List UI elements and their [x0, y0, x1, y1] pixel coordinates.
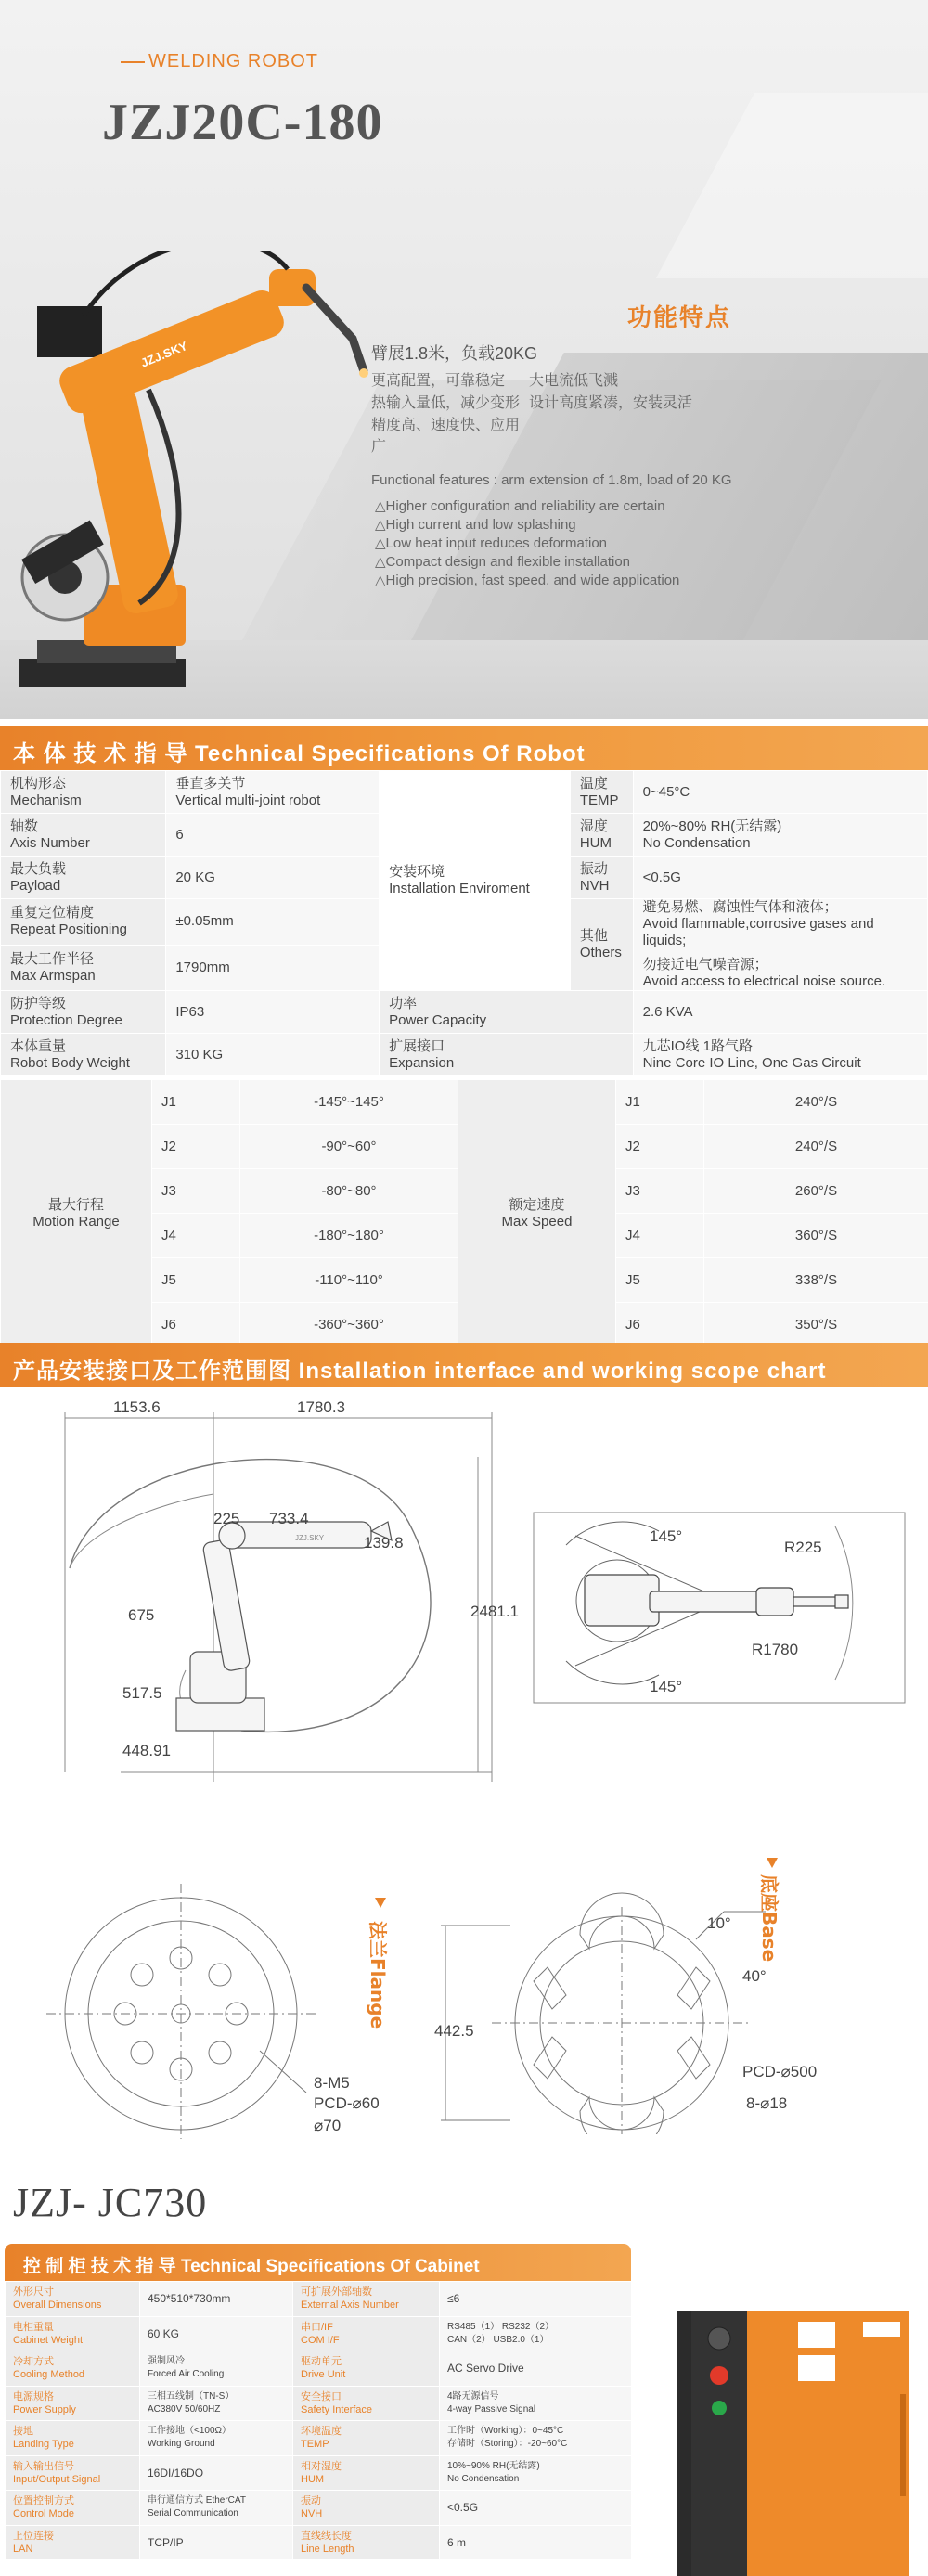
spec-value: 避免易燃、腐蚀性气体和液体； Avoid flammable,corrosive gases and liquids; 勿接近电气噪音源； Avoid access to electrical noise source.	[633, 899, 927, 991]
cabinet-warning-label	[798, 2322, 835, 2348]
base-note: 10°	[707, 1914, 731, 1932]
flange-note: ⌀70	[314, 2117, 342, 2134]
hero-bg-stripe	[656, 93, 928, 278]
cabinet-spec-label: 相对湿度 HUM	[293, 2455, 440, 2491]
spec-label: 扩展接口 Expansion	[380, 1034, 634, 1076]
cabinet-spec-row	[6, 2491, 632, 2526]
joint-speed: 240°/S	[704, 1125, 928, 1169]
features-cn-row	[371, 391, 692, 412]
cabinet-spec-label: 冷却方式 Cooling Method	[6, 2351, 140, 2387]
feature-cn-item: 设计高度紧凑，安装灵活	[529, 395, 693, 411]
spec-label: 机构形态 Mechanism	[1, 771, 166, 814]
cabinet-spec-label: 上位连接 LAN	[6, 2525, 140, 2560]
base-note: PCD-⌀500	[742, 2063, 818, 2080]
spec-row	[1, 991, 928, 1034]
joint-name: J3	[616, 1169, 704, 1214]
dimension-label: 139.8	[364, 1534, 404, 1552]
torch-tip	[359, 368, 368, 378]
cabinet-spec-value: 450*510*730mm	[140, 2282, 293, 2317]
cabinet-spec-label: 位置控制方式 Control Mode	[6, 2491, 140, 2526]
base-drawing	[427, 1856, 909, 2134]
cabinet-spec-label: 电源规格 Power Supply	[6, 2386, 140, 2421]
cabinet-spec-label: 接地 Landing Type	[6, 2421, 140, 2456]
dimension-label: 448.91	[122, 1742, 171, 1759]
cabinet-spec-value: ≤6	[440, 2282, 632, 2317]
base-note: 442.5	[434, 2022, 474, 2040]
cabinet-warning-label	[798, 2355, 835, 2381]
joint-range: -145°~145°	[240, 1080, 458, 1125]
spec-value: 九芯IO线 1路气路 Nine Core IO Line, One Gas Circuit	[633, 1034, 927, 1076]
joint-name: J1	[152, 1080, 240, 1125]
robot-base-plate	[19, 659, 186, 687]
cabinet-model-title: JZJ- JC730	[13, 2180, 208, 2225]
cabinet-spec-row	[6, 2351, 632, 2387]
flange-label: 法兰Flange	[367, 1921, 389, 2029]
features-cn-row	[371, 413, 529, 456]
cabinet-emergency-button	[710, 2366, 728, 2385]
feature-cn-item: 热输入量低，减少变形	[371, 395, 521, 411]
cabinet-spec-value: 10%~90% RH(无结露) No Condensation	[440, 2455, 632, 2491]
spec-value: 6	[166, 814, 380, 857]
top-view-drawing	[529, 1508, 909, 1707]
base-note: 40°	[742, 1967, 767, 1985]
cabinet-handle	[900, 2394, 906, 2496]
feature-cn-item: 更高配置，可靠稳定	[371, 373, 506, 389]
robot-specs-heading: 本 体 技 术 指 导 Technical Specifications Of Robot	[13, 741, 586, 766]
feature-cn-item: 大电流低飞溅	[529, 373, 619, 389]
cabinet-spec-value: <0.5G	[440, 2491, 632, 2526]
feature-cn-item: 精度高、速度快、应用广	[371, 418, 521, 455]
dimension-label: 733.4	[269, 1510, 309, 1527]
cabinet-specs-section-bar	[5, 2244, 631, 2281]
spec-label: 温度 TEMP	[570, 771, 633, 814]
base-arrow-icon	[767, 1858, 778, 1868]
joint-name: J2	[616, 1125, 704, 1169]
joint-range: -180°~180°	[240, 1214, 458, 1258]
cabinet-spec-value: 6 m	[440, 2525, 632, 2560]
spec-label: 功率 Power Capacity	[380, 991, 634, 1034]
cabinet-spec-row	[6, 2282, 632, 2317]
cabinet-spec-table	[5, 2281, 632, 2560]
cabinet-spec-value: 串行通信方式 EtherCAT Serial Communication	[140, 2491, 293, 2526]
install-section-bar	[0, 1343, 928, 1387]
joint-speed: 350°/S	[704, 1303, 928, 1347]
dimension-label: 2481.1	[470, 1603, 519, 1620]
cabinet-spec-label: 输入输出信号 Input/Output Signal	[6, 2455, 140, 2491]
cabinet-spec-value: TCP/IP	[140, 2525, 293, 2560]
feature-en-item: △Low heat input reduces deformation	[375, 535, 608, 551]
features-cn-main: 臂展1.8米，负载20KG	[371, 344, 538, 363]
wire-feeder-box	[37, 306, 102, 357]
cabinet-spec-value: 工作时（Working）：0~45°C 存储时（Storing）：-20~60°C	[440, 2421, 632, 2456]
cabinet-specs-heading: 控 制 柜 技 术 指 导 Technical Specifications Of Cabinet	[23, 2257, 480, 2276]
motion-range-label: 最大行程 Motion Range	[1, 1080, 152, 1347]
joint-name: J6	[152, 1303, 240, 1347]
dimension-label: 517.5	[122, 1684, 162, 1702]
spec-value: 垂直多关节 Vertical multi-joint robot	[166, 771, 380, 814]
robot-arm-brand: JZJ.SKY	[138, 338, 190, 370]
cabinet-spec-label: 驱动单元 Drive Unit	[293, 2351, 440, 2387]
radius-label: R225	[784, 1539, 822, 1556]
joint-range: -360°~360°	[240, 1303, 458, 1347]
joint-row	[1, 1080, 928, 1125]
base-note: 8-⌀18	[746, 2094, 788, 2112]
joint-name: J4	[616, 1214, 704, 1258]
spec-label: 湿度 HUM	[570, 814, 633, 857]
radius-label: R1780	[752, 1641, 799, 1658]
spec-value: 20 KG	[166, 857, 380, 899]
cabinet-spec-label: 环境温度 TEMP	[293, 2421, 440, 2456]
cabinet-spec-value: AC Servo Drive	[440, 2351, 632, 2387]
features-en-list	[375, 497, 679, 590]
spec-value: 310 KG	[166, 1034, 380, 1076]
features-en-main: Functional features : arm extension of 1.8m, load of 20 KG	[371, 472, 732, 488]
dimension-label: 1780.3	[297, 1398, 345, 1416]
spec-label: 防护等级 Protection Degree	[1, 991, 166, 1034]
install-env-label: 安装环境 Installation Enviroment	[380, 771, 571, 991]
cabinet-spec-value: 16DI/16DO	[140, 2455, 293, 2491]
cabinet-switch	[708, 2327, 730, 2350]
cabinet-spec-value: 工作接地（<100Ω） Working Ground	[140, 2421, 293, 2456]
joint-speed: 338°/S	[704, 1258, 928, 1303]
joint-range: -110°~110°	[240, 1258, 458, 1303]
joint-range: -90°~60°	[240, 1125, 458, 1169]
spec-value: 20%~80% RH(无结露) No Condensation	[633, 814, 927, 857]
hero-kicker: WELDING ROBOT	[121, 51, 318, 72]
joint-name: J5	[152, 1258, 240, 1303]
cabinet-spec-value: 60 KG	[140, 2316, 293, 2351]
cabinet-spec-value: RS485（1） RS232（2） CAN（2） USB2.0（1）	[440, 2316, 632, 2351]
cabinet-spec-label: 外形尺寸 Overall Dimensions	[6, 2282, 140, 2317]
cabinet-spec-value: 4路无源信号 4-way Passive Signal	[440, 2386, 632, 2421]
joint-name: J4	[152, 1214, 240, 1258]
joint-name: J6	[616, 1303, 704, 1347]
spec-value: 2.6 KVA	[633, 991, 927, 1034]
features-cn-row	[371, 368, 618, 390]
joint-name: J3	[152, 1169, 240, 1214]
spec-row	[1, 1034, 928, 1076]
angle-label: 145°	[650, 1527, 683, 1545]
hero-model-title: JZJ20C-180	[102, 94, 383, 151]
cabinet-spec-row	[6, 2525, 632, 2560]
joint-name: J1	[616, 1080, 704, 1125]
cabinet-start-button	[712, 2401, 727, 2415]
cabinet-panel	[691, 2311, 747, 2576]
flange-arrow-icon	[375, 1898, 386, 1908]
feature-en-item: △High current and low splashing	[375, 517, 576, 533]
base-label: 底座Base	[758, 1874, 780, 1963]
joint-range: -80°~80°	[240, 1169, 458, 1214]
flange-note: PCD-⌀60	[314, 2094, 380, 2112]
dimension-label: 225	[213, 1510, 240, 1527]
feature-en-item: △Compact design and flexible installation	[375, 554, 631, 570]
spec-label: 最大负载 Payload	[1, 857, 166, 899]
joint-speed: 260°/S	[704, 1169, 928, 1214]
dimension-label: 675	[128, 1606, 155, 1624]
max-speed-label: 额定速度 Max Speed	[458, 1080, 616, 1347]
cabinet-spec-row	[6, 2421, 632, 2456]
joint-name: J5	[616, 1258, 704, 1303]
spec-value: <0.5G	[633, 857, 927, 899]
spec-value: 1790mm	[166, 945, 380, 991]
feature-en-item: △Higher configuration and reliability are certain	[375, 498, 665, 514]
install-heading: 产品安装接口及工作范围图 Installation interface and working scope chart	[13, 1359, 827, 1384]
spec-label: 振动 NVH	[570, 857, 633, 899]
features-heading: 功能特点	[627, 303, 732, 331]
dimension-label: 1153.6	[113, 1398, 161, 1416]
spec-label: 其他 Others	[570, 899, 633, 991]
cabinet-spec-row	[6, 2386, 632, 2421]
flange-drawing	[19, 1865, 408, 2144]
joint-speed: 360°/S	[704, 1214, 928, 1258]
joint-table	[0, 1079, 928, 1347]
cabinet-spec-value: 强制风冷 Forced Air Cooling	[140, 2351, 293, 2387]
spec-value: 0~45°C	[633, 771, 927, 814]
spec-row	[1, 771, 928, 814]
cabinet-spec-row	[6, 2455, 632, 2491]
side-view-drawing	[0, 1392, 520, 1800]
cabinet-spec-label: 串口/IF COM I/F	[293, 2316, 440, 2351]
flange-note: 8-M5	[314, 2074, 350, 2092]
hero-banner	[0, 0, 928, 719]
cabinet-spec-label: 电柜重量 Cabinet Weight	[6, 2316, 140, 2351]
welding-torch	[306, 288, 364, 371]
cabinet-spec-value: 三相五线制（TN-S） AC380V 50/60HZ	[140, 2386, 293, 2421]
feature-en-item: △High precision, fast speed, and wide application	[375, 573, 680, 588]
cabinet-spec-label: 安全接口 Safety Interface	[293, 2386, 440, 2421]
spec-label: 本体重量 Robot Body Weight	[1, 1034, 166, 1076]
cabinet-spec-label: 直线线长度 Line Length	[293, 2525, 440, 2560]
cabinet-logo-plate	[863, 2322, 900, 2337]
welding-robot-illustration	[0, 251, 390, 696]
robot-specs-section-bar	[0, 726, 928, 770]
spec-label: 重复定位精度 Repeat Positioning	[1, 899, 166, 946]
robot-spec-table	[0, 770, 928, 1076]
spec-value: ±0.05mm	[166, 899, 380, 946]
arm-brand-text: JZJ.SKY	[295, 1534, 325, 1542]
spec-label: 最大工作半径 Max Armspan	[1, 945, 166, 991]
angle-label: 145°	[650, 1678, 683, 1695]
cabinet-spec-label: 振动 NVH	[293, 2491, 440, 2526]
cabinet-spec-label: 可扩展外部轴数 External Axis Number	[293, 2282, 440, 2317]
joint-speed: 240°/S	[704, 1080, 928, 1125]
control-cabinet-illustration	[650, 2311, 928, 2576]
cabinet-spec-row	[6, 2316, 632, 2351]
spec-value: IP63	[166, 991, 380, 1034]
spec-label: 轴数 Axis Number	[1, 814, 166, 857]
joint-name: J2	[152, 1125, 240, 1169]
